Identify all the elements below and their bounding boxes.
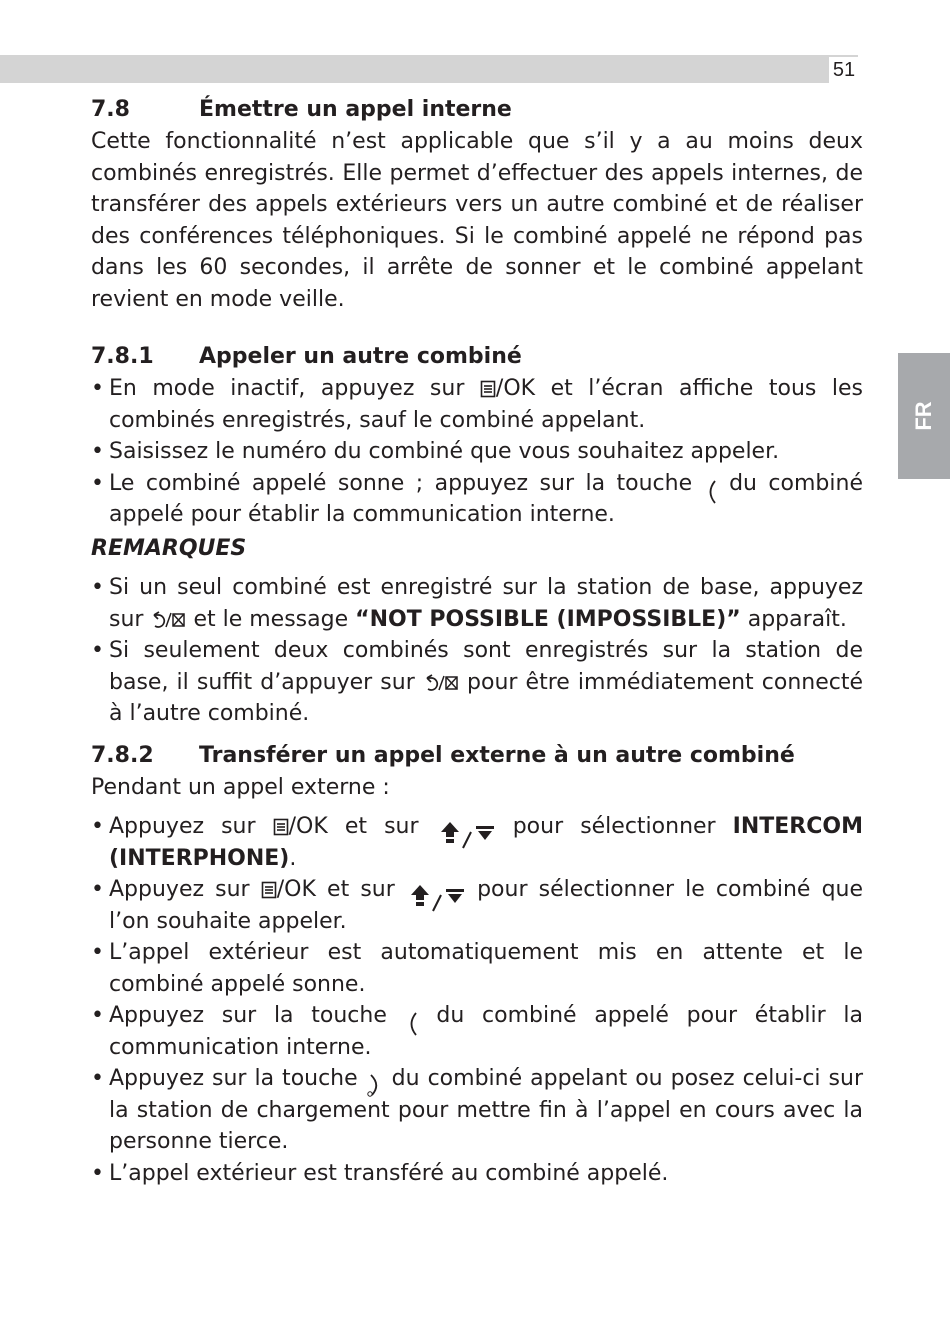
back-mute-icon — [423, 673, 459, 693]
list-item: • Si seulement deux combinés sont enregistrés sur la station de base, il suffit d’appuyer sur pour être immédiatement connecté à l’autre combiné. — [91, 635, 863, 730]
remarks-list — [91, 572, 863, 730]
menu-icon — [480, 380, 496, 398]
section-number: 7.8.1 — [91, 344, 154, 369]
section-heading-7-8-2 — [91, 740, 863, 772]
list-item: • Appuyez sur /OK et sur pour sélectionner INTERCOM (INTERPHONE). — [91, 811, 863, 874]
section-title: Émettre un appel interne — [199, 97, 512, 122]
section-number: 7.8 — [91, 97, 130, 122]
back-mute-icon — [150, 610, 186, 630]
list-item: • Appuyez sur /OK et sur pour sélectionner le combiné que l’on souhaite appeler. — [91, 874, 863, 937]
section-body: Cette fonctionnalité n’est applicable que s’il y a au moins deux combinés enregistrés. Elle permet d’effectuer des appels internes, de transférer des appels extérieurs vers un autre combiné et de réaliser des conférences téléphoniques. Si le combiné appelé ne répond pas dans les 60 secondes, il arrête de sonner et le combiné appelant revient en mode veille. — [91, 129, 863, 312]
list-item: • Appuyez sur la touche du combiné appelé pour établir la communication interne. — [91, 1000, 863, 1063]
bullet-list — [91, 811, 863, 1189]
list-item: • Saisissez le numéro du combiné que vous souhaitez appeler. — [91, 436, 863, 468]
list-item: • En mode inactif, appuyez sur /OK et l’écran affiche tous les combinés enregistrés, sauf le combiné appelant. — [91, 373, 863, 436]
content — [91, 94, 863, 1189]
list-item: • Si un seul combiné est enregistré sur la station de base, appuyez sur et le message “NOT POSSIBLE (IMPOSSIBLE)” apparaît. — [91, 572, 863, 635]
remarks-heading: REMARQUES — [91, 535, 247, 561]
list-item: • L’appel extérieur est automatiquement mis en attente et le combiné appelé sonne. — [91, 937, 863, 1000]
list-item: • Appuyez sur la touche du combiné appelant ou posez celui-ci sur la station de chargement pour mettre fin à l’appel en cours avec la personne tierce. — [91, 1063, 863, 1158]
section-heading-7-8-1 — [91, 341, 863, 373]
end-call-icon — [366, 1073, 384, 1101]
section-title: Appeler un autre combiné — [199, 344, 522, 369]
section-heading-7-8 — [91, 94, 863, 126]
section-title: Transférer un appel externe à un autre combiné — [199, 742, 795, 768]
talk-icon — [704, 479, 718, 505]
header-bar — [0, 55, 858, 83]
section-intro: Pendant un appel externe : — [91, 774, 390, 800]
talk-icon — [405, 1011, 419, 1037]
up-down-nav-icon — [436, 820, 496, 850]
language-tab-label: FR — [911, 401, 936, 431]
list-item: • L’appel extérieur est transféré au combiné appelé. — [91, 1158, 863, 1190]
up-down-nav-icon — [406, 883, 466, 913]
bullet-list — [91, 373, 863, 531]
menu-icon — [261, 881, 277, 899]
list-item: • Le combiné appelé sonne ; appuyez sur la touche du combiné appelé pour établir la communication interne. — [91, 468, 863, 531]
page-number: 51 — [829, 57, 859, 83]
section-number: 7.8.2 — [91, 742, 154, 768]
language-tab — [898, 353, 950, 479]
menu-icon — [273, 818, 289, 836]
